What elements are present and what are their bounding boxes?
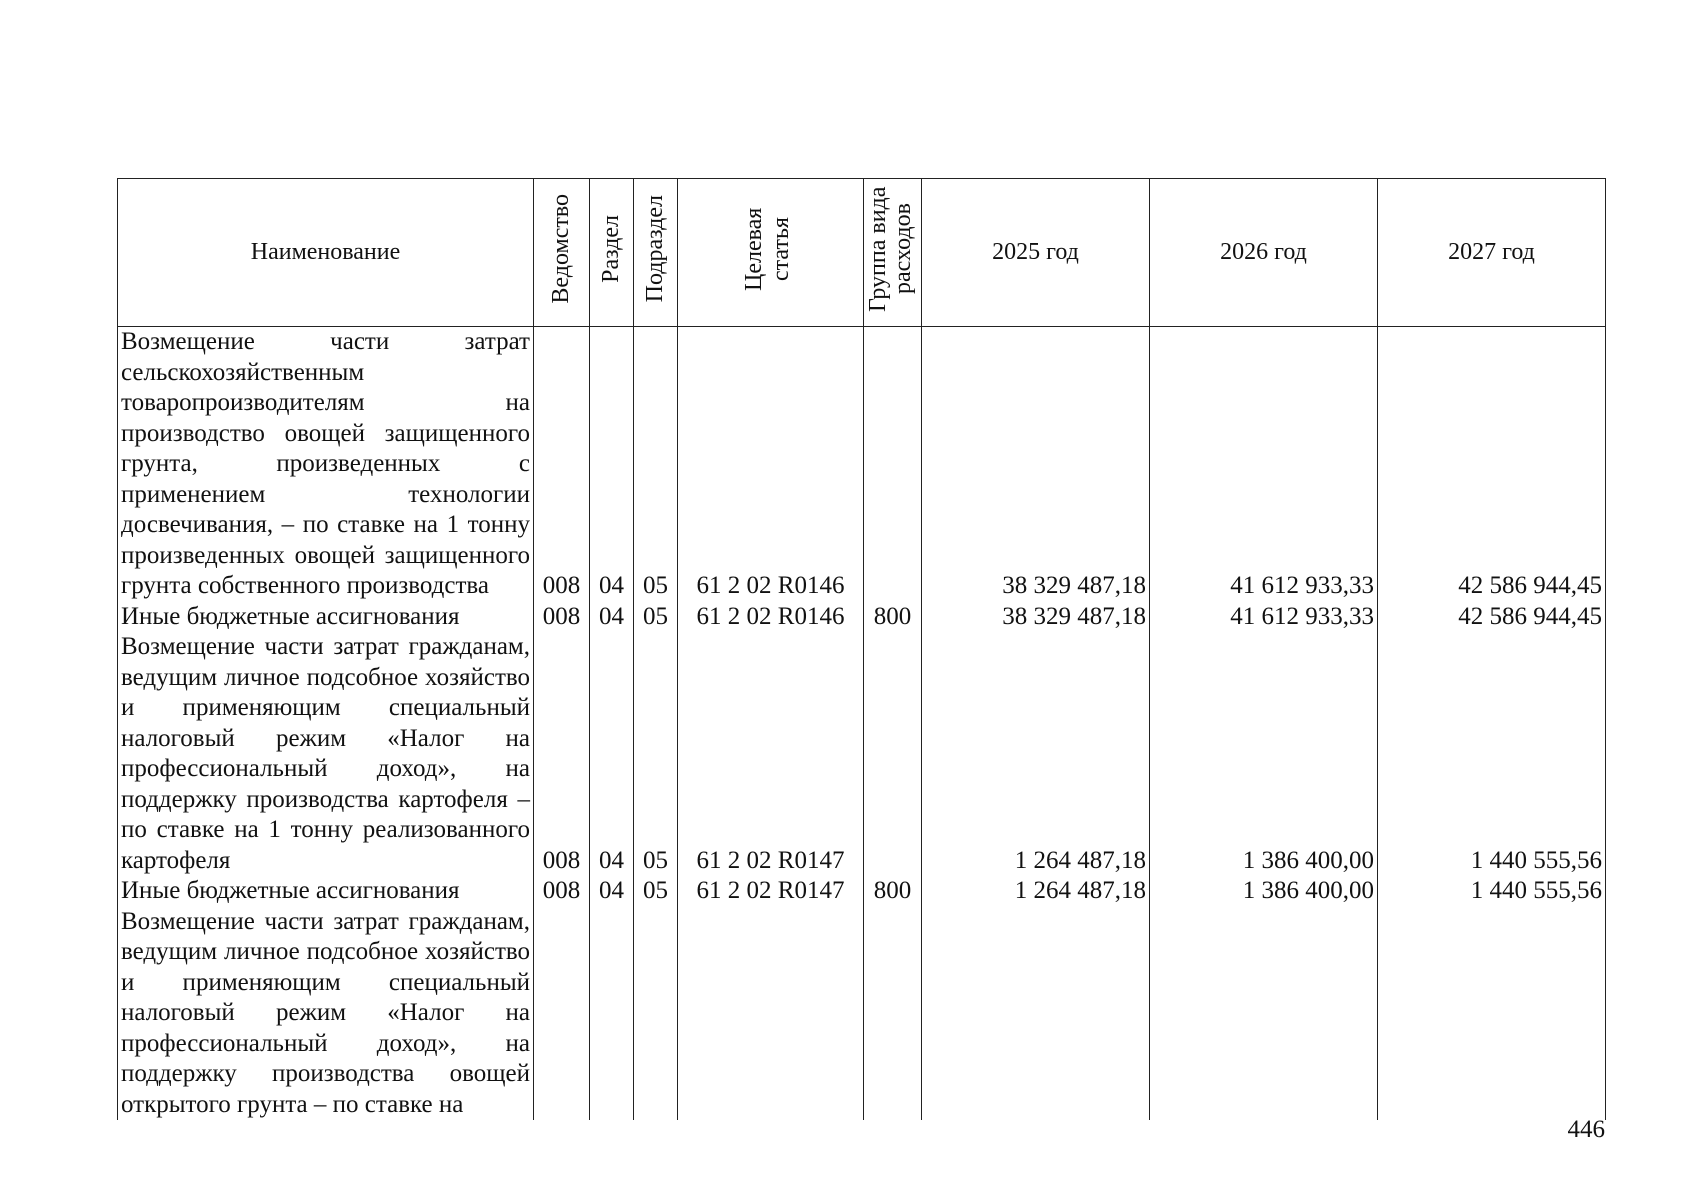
row-2025 bbox=[922, 907, 1150, 1121]
row-dept bbox=[534, 907, 590, 1121]
header-section: Раздел bbox=[590, 179, 634, 327]
header-name: Наименование bbox=[118, 179, 534, 327]
row-section bbox=[590, 907, 634, 1121]
table-row bbox=[118, 602, 1606, 633]
table-row bbox=[118, 907, 1606, 1121]
row-subsection bbox=[634, 907, 678, 1121]
table-body bbox=[118, 327, 1606, 1121]
row-2025: 38 329 487,18 bbox=[922, 602, 1150, 633]
row-2025: 1 264 487,18 bbox=[922, 632, 1150, 876]
row-dept: 008 bbox=[534, 327, 590, 602]
row-target bbox=[678, 907, 864, 1121]
row-section: 04 bbox=[590, 602, 634, 633]
row-name: Возмещение части затрат гражданам, ведущим личное подсобное хозяйство и применяющим специальный налоговый режим «Налог на профессиональный доход», на поддержку производства картофеля – по ставке на 1 тонну реализованного картофеля bbox=[118, 632, 534, 876]
row-2026 bbox=[1150, 907, 1378, 1121]
row-dept: 008 bbox=[534, 602, 590, 633]
row-subsection: 05 bbox=[634, 327, 678, 602]
row-subsection: 05 bbox=[634, 632, 678, 876]
row-2026: 41 612 933,33 bbox=[1150, 327, 1378, 602]
row-group: 800 bbox=[864, 602, 922, 633]
row-2026: 1 386 400,00 bbox=[1150, 876, 1378, 907]
row-name: Возмещение части затрат сельскохозяйственным товаропроизводителям на производство овощей защищенного грунта, произведенных с применением технологии досвечивания, – по ставке на 1 тонну произведенных овощей защищенного грунта собственного производства bbox=[118, 327, 534, 602]
header-2025: 2025 год bbox=[922, 179, 1150, 327]
row-2027: 42 586 944,45 bbox=[1378, 327, 1606, 602]
row-group bbox=[864, 327, 922, 602]
row-section: 04 bbox=[590, 632, 634, 876]
row-group bbox=[864, 632, 922, 876]
header-2027: 2027 год bbox=[1378, 179, 1606, 327]
header-target: Целевая статья bbox=[678, 179, 864, 327]
row-2025: 1 264 487,18 bbox=[922, 876, 1150, 907]
row-section: 04 bbox=[590, 327, 634, 602]
table-row bbox=[118, 327, 1606, 602]
row-2025: 38 329 487,18 bbox=[922, 327, 1150, 602]
row-group bbox=[864, 907, 922, 1121]
row-target: 61 2 02 R0147 bbox=[678, 876, 864, 907]
row-dept: 008 bbox=[534, 876, 590, 907]
row-name: Иные бюджетные ассигнования bbox=[118, 602, 534, 633]
row-2026: 41 612 933,33 bbox=[1150, 602, 1378, 633]
row-group: 800 bbox=[864, 876, 922, 907]
table-header-row bbox=[118, 179, 1606, 327]
row-target: 61 2 02 R0146 bbox=[678, 327, 864, 602]
header-expense-group: Группа вида расходов bbox=[864, 179, 922, 327]
row-subsection: 05 bbox=[634, 876, 678, 907]
row-2027 bbox=[1378, 907, 1606, 1121]
page-number: 446 bbox=[1567, 1116, 1605, 1143]
row-2027: 1 440 555,56 bbox=[1378, 632, 1606, 876]
header-dept: Ведомство bbox=[534, 179, 590, 327]
row-2027: 1 440 555,56 bbox=[1378, 876, 1606, 907]
row-2026: 1 386 400,00 bbox=[1150, 632, 1378, 876]
row-2027: 42 586 944,45 bbox=[1378, 602, 1606, 633]
budget-table bbox=[117, 178, 1606, 1120]
table-row bbox=[118, 632, 1606, 876]
row-target: 61 2 02 R0147 bbox=[678, 632, 864, 876]
header-subsection: Подраздел bbox=[634, 179, 678, 327]
row-section: 04 bbox=[590, 876, 634, 907]
header-2026: 2026 год bbox=[1150, 179, 1378, 327]
table-row bbox=[118, 876, 1606, 907]
row-name: Иные бюджетные ассигнования bbox=[118, 876, 534, 907]
row-name: Возмещение части затрат гражданам, ведущим личное подсобное хозяйство и применяющим специальный налоговый режим «Налог на профессиональный доход», на поддержку производства овощей открытого грунта – по ставке на bbox=[118, 907, 534, 1121]
row-subsection: 05 bbox=[634, 602, 678, 633]
row-target: 61 2 02 R0146 bbox=[678, 602, 864, 633]
row-dept: 008 bbox=[534, 632, 590, 876]
